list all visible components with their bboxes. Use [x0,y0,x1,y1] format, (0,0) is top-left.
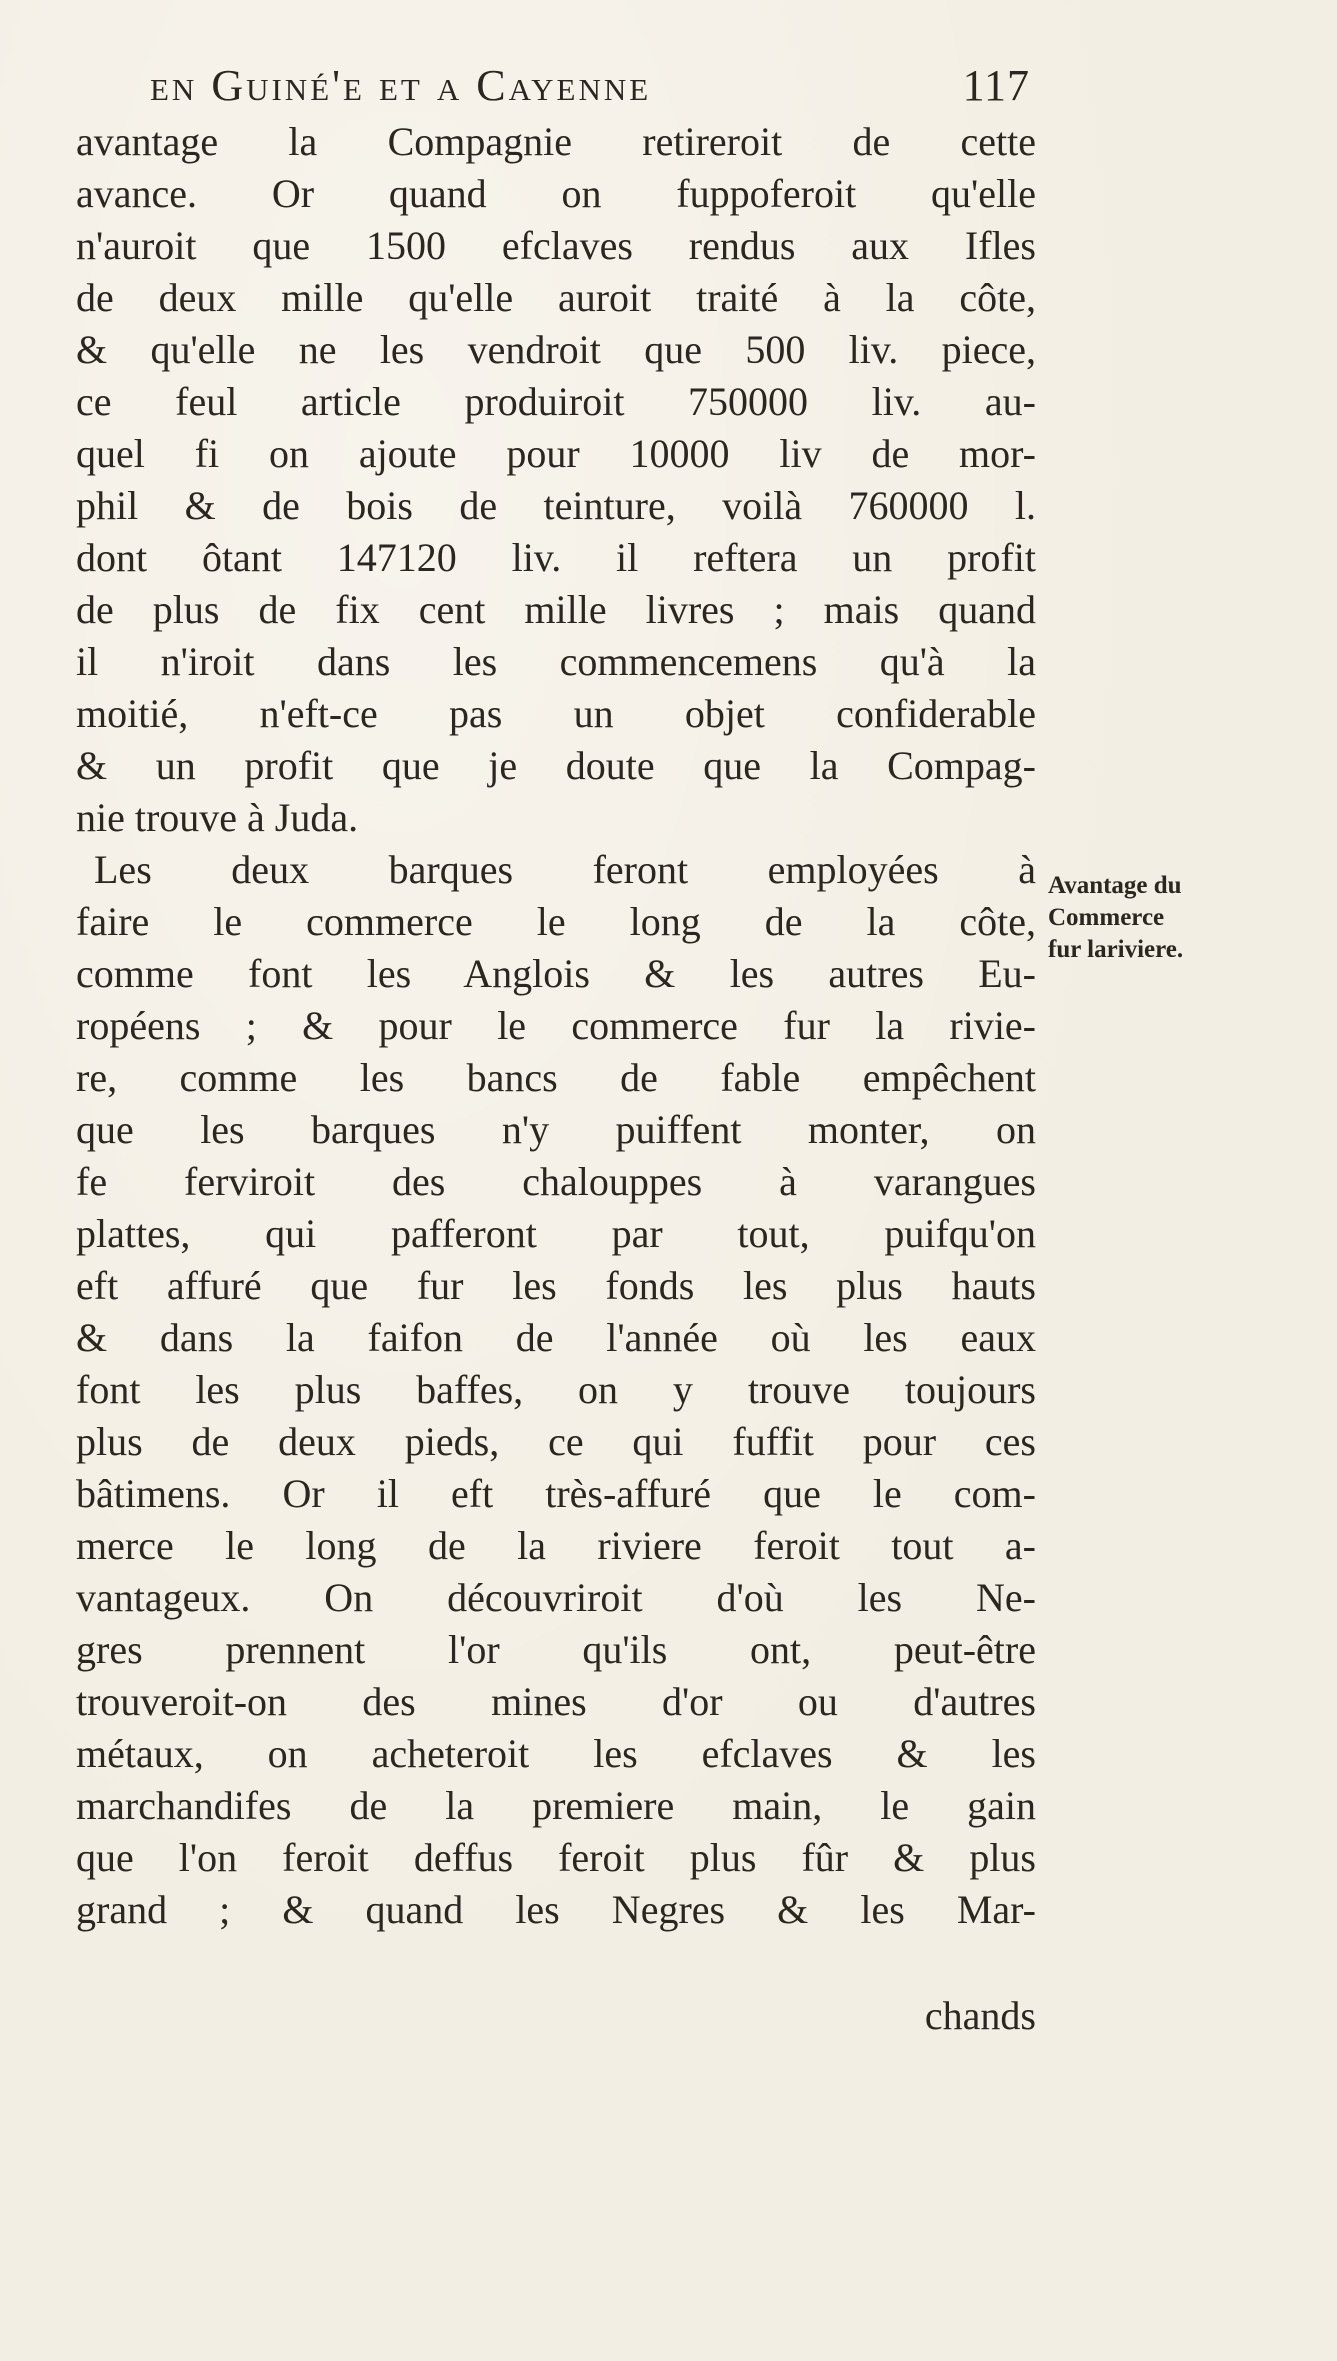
text-line: métaux, on acheteroit les efclaves & les [76,1731,1036,1776]
text-line: dont ôtant 147120 liv. il reftera un profit [76,535,1036,580]
text-line: comme font les Anglois & les autres Eu- [76,951,1036,996]
text-line: avance. Or quand on fuppoferoit qu'elle [76,171,1036,216]
text-line: Les deux barques feront employées à [94,847,1036,892]
text-line: & dans la faifon de l'année où les eaux [76,1315,1036,1360]
text-line: de deux mille qu'elle auroit traité à la côte, [76,275,1036,320]
text-line: que l'on feroit deffus feroit plus fûr & plus [76,1835,1036,1880]
text-line: de plus de fix cent mille livres ; mais quand [76,587,1036,632]
margin-note-line: Avantage du [1048,872,1182,899]
text-line: & un profit que je doute que la Compag- [76,743,1036,788]
text-line: merce le long de la riviere feroit tout a- [76,1523,1036,1568]
text-line: moitié, n'eft-ce pas un objet confiderable [76,691,1036,736]
text-line: avantage la Compagnie retireroit de cette [76,119,1036,164]
running-title: en Guiné'e et a Cayenne [150,61,652,110]
text-line: quel fi on ajoute pour 10000 liv de mor- [76,431,1036,476]
text-line: n'auroit que 1500 efclaves rendus aux Ifles [76,223,1036,268]
text-line: re, comme les bancs de fable empêchent [76,1055,1036,1100]
margin-note-line: fur lariviere. [1048,936,1184,963]
text-line: fe ferviroit des chalouppes à varangues [76,1159,1036,1204]
text-line: il n'iroit dans les commencemens qu'à la [76,639,1036,684]
text-line: font les plus baffes, on y trouve toujours [76,1367,1036,1412]
text-line: marchandifes de la premiere main, le gain [76,1783,1036,1828]
page-number: 117 [962,61,1030,110]
catchword: chands [924,1993,1036,2038]
text-line: faire le commerce le long de la côte, [76,899,1036,944]
text-line: trouveroit-on des mines d'or ou d'autres [76,1679,1036,1724]
text-line: bâtimens. Or il eft très-affuré que le com- [76,1471,1036,1516]
text-line: gres prennent l'or qu'ils ont, peut-être [76,1627,1036,1672]
text-line: plattes, qui pafferont par tout, puifqu'on [76,1211,1036,1256]
text-line: phil & de bois de teinture, voilà 760000 l. [76,483,1036,528]
text-line: & qu'elle ne les vendroit que 500 liv. piece, [76,327,1036,372]
text-line: vantageux. On découvriroit d'où les Ne- [76,1575,1036,1620]
text-line: ropéens ; & pour le commerce fur la rivie- [76,1003,1036,1048]
margin-note [1048,870,1318,966]
text-line: ce feul article produiroit 750000 liv. au- [76,379,1036,424]
text-line: plus de deux pieds, ce qui fuffit pour ces [76,1419,1036,1464]
margin-note-line: Commerce [1048,904,1165,931]
body-text [76,116,1036,1936]
text-line: nie trouve à Juda. [76,795,359,840]
text-line: que les barques n'y puiffent monter, on [76,1107,1036,1152]
running-head [150,60,1030,120]
text-line: eft affuré que fur les fonds les plus hauts [76,1263,1036,1308]
text-line: grand ; & quand les Negres & les Mar- [76,1887,1036,1932]
